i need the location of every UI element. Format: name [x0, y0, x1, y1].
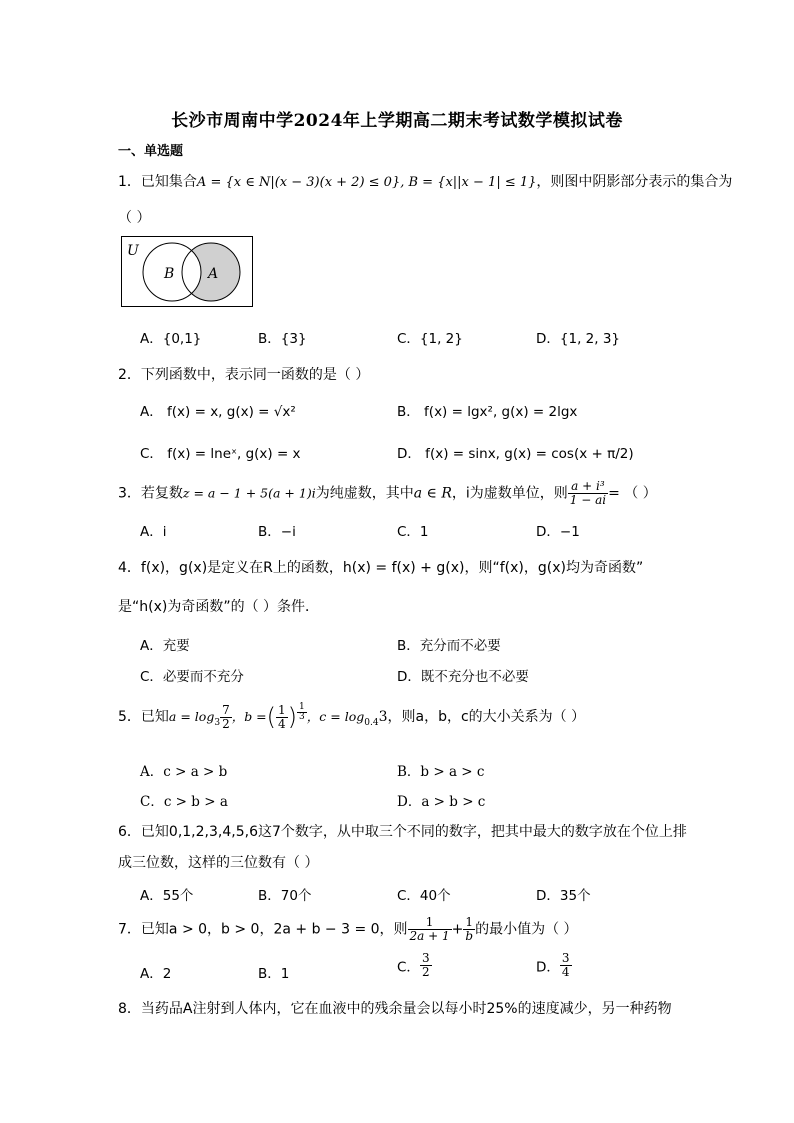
plus-sign: + — [451, 921, 464, 938]
option-d: D． $\frac{3}{4}$ — [536, 951, 570, 979]
option-c: C． $\frac{3}{2}$ — [397, 951, 430, 979]
option-d: D．a > b > c — [397, 794, 486, 810]
expr-a: a = log — [168, 709, 215, 724]
question-number: 7． — [118, 921, 141, 938]
question-text: 若复数 — [140, 485, 183, 502]
fraction: $\frac{1}{4}$ — [278, 702, 286, 731]
question-2 — [118, 364, 369, 384]
question-number: 6． — [118, 824, 141, 840]
question-4 — [118, 557, 643, 577]
expr-b: ，b = — [231, 709, 267, 724]
condition: a ∈ R — [413, 485, 452, 502]
option-d: D．既不充分也不必要 — [397, 669, 529, 685]
fraction: $\frac{7}{2}$ — [222, 702, 230, 731]
question-text: 已知a > 0，b > 0，2a + b − 3 = 0，则 — [140, 921, 408, 938]
question-text: 已知集合 — [140, 174, 197, 190]
option-c: C．c > b > a — [140, 794, 228, 810]
question-tail: = （ ） — [608, 485, 657, 502]
question-3 — [118, 480, 657, 507]
option-b: B．{3} — [258, 331, 307, 347]
page-title: 长沙市周南中学2024年上学期高二期末考试数学模拟试卷 — [171, 111, 623, 131]
question-number: 4． — [118, 560, 141, 576]
option-a: A．{0,1} — [140, 331, 202, 347]
option-c: C．{1, 2} — [397, 331, 463, 347]
option-d: D．{1, 2, 3} — [536, 331, 621, 347]
option-a: A．c > a > b — [140, 764, 228, 780]
fraction: $\frac{\text{a + i³}}{1 - ai}$ — [569, 479, 607, 507]
option-b: B． f(x) = lgx², g(x) = 2lgx — [397, 404, 578, 420]
exponent: $\frac{1}{3}$ — [299, 702, 305, 722]
fraction: $\frac{1}{b}$ — [465, 915, 474, 943]
option-c: C． f(x) = lneˣ, g(x) = x — [140, 446, 301, 462]
option-d: D．35个 — [536, 888, 591, 904]
question-text: 已知0,1,2,3,4,5,6这7个数字，从中取三个不同的数字，把其中最大的数字放在个位上排 — [140, 824, 687, 840]
question-text: ，则图中阴影部分表示的集合为 — [536, 174, 733, 190]
label-a: A — [208, 266, 219, 282]
question-text: ，则a，b，c的大小关系为（ ） — [387, 709, 586, 725]
question-number: 1． — [118, 174, 141, 190]
log-arg: 3 — [378, 709, 388, 725]
venn-diagram — [121, 236, 254, 308]
section-heading: 一、单选题 — [118, 144, 184, 159]
question-1 — [118, 171, 732, 191]
label-u: U — [127, 243, 139, 259]
question-text: 已知 — [140, 709, 169, 725]
option-a: A． f(x) = x, g(x) = √x² — [140, 404, 296, 420]
question-text: 为纯虚数，其中 — [315, 485, 414, 502]
question-7 — [118, 916, 578, 943]
question-5: 5．已知$a = \log_3$ $\frac{7}{2}$ ，b =( $\frac{1}{4}$ ) $\frac{1}{3}$ ，$c = \log_{0.4}3$，则a，b，c的大小关系为（ ） — [118, 702, 586, 731]
option-b: B．b > a > c — [397, 764, 485, 780]
option-c: C．1 — [397, 524, 429, 540]
option-d: D．−1 — [536, 524, 580, 540]
option-a: A．2 — [140, 966, 172, 982]
question-text: 的最小值为（ ） — [475, 921, 578, 938]
question-number: 3． — [118, 485, 141, 502]
option-b: B．充分而不必要 — [397, 638, 501, 654]
option-c: C．40个 — [397, 888, 451, 904]
question-8 — [118, 998, 672, 1018]
set-expression: A = {x ∈ N|(x − 3)(x + 2) ≤ 0}, B = {x||x − 1| ≤ 1} — [196, 175, 537, 190]
answer-paren: （ ） — [118, 210, 151, 226]
question-text: ，i为虚数单位，则 — [451, 485, 568, 502]
option-b: B．70个 — [258, 888, 312, 904]
complex-expression: z = a − 1 + 5(a + 1)i — [182, 485, 316, 501]
label-b: B — [164, 266, 175, 282]
log-base: 0.4 — [364, 717, 379, 728]
question-text: 当药品A注射到人体内，它在血液中的残余量会以每小时25%的速度减少，另一种药物 — [140, 1001, 672, 1017]
option-a: A．i — [140, 524, 167, 540]
option-b: B．−i — [258, 524, 296, 540]
option-a: A．55个 — [140, 888, 194, 904]
question-4-line-2: 是“h(x)为奇函数”的（ ）条件． — [118, 599, 320, 615]
question-text: f(x)，g(x)是定义在R上的函数，h(x) = f(x) + g(x)，则“f(x)，g(x)均为奇函数” — [140, 560, 644, 576]
fraction: $\frac{1}{2a + 1}$ — [409, 915, 450, 943]
option-b: B．1 — [258, 966, 290, 982]
question-text: 下列函数中，表示同一函数的是（ ） — [140, 367, 370, 383]
log-base: 3 — [214, 717, 221, 728]
expr-c: ，c = log — [306, 709, 365, 724]
question-number: 8． — [118, 1001, 141, 1017]
option-d: D． f(x) = sinx, g(x) = cos(x + π/2) — [397, 446, 634, 462]
question-number: 2． — [118, 367, 141, 383]
question-6 — [118, 821, 687, 841]
option-c: C．必要而不充分 — [140, 669, 244, 685]
option-a: A．充要 — [140, 638, 190, 654]
question-6-line-2: 成三位数，这样的三位数有（ ） — [118, 855, 319, 871]
question-number: 5． — [118, 709, 141, 725]
